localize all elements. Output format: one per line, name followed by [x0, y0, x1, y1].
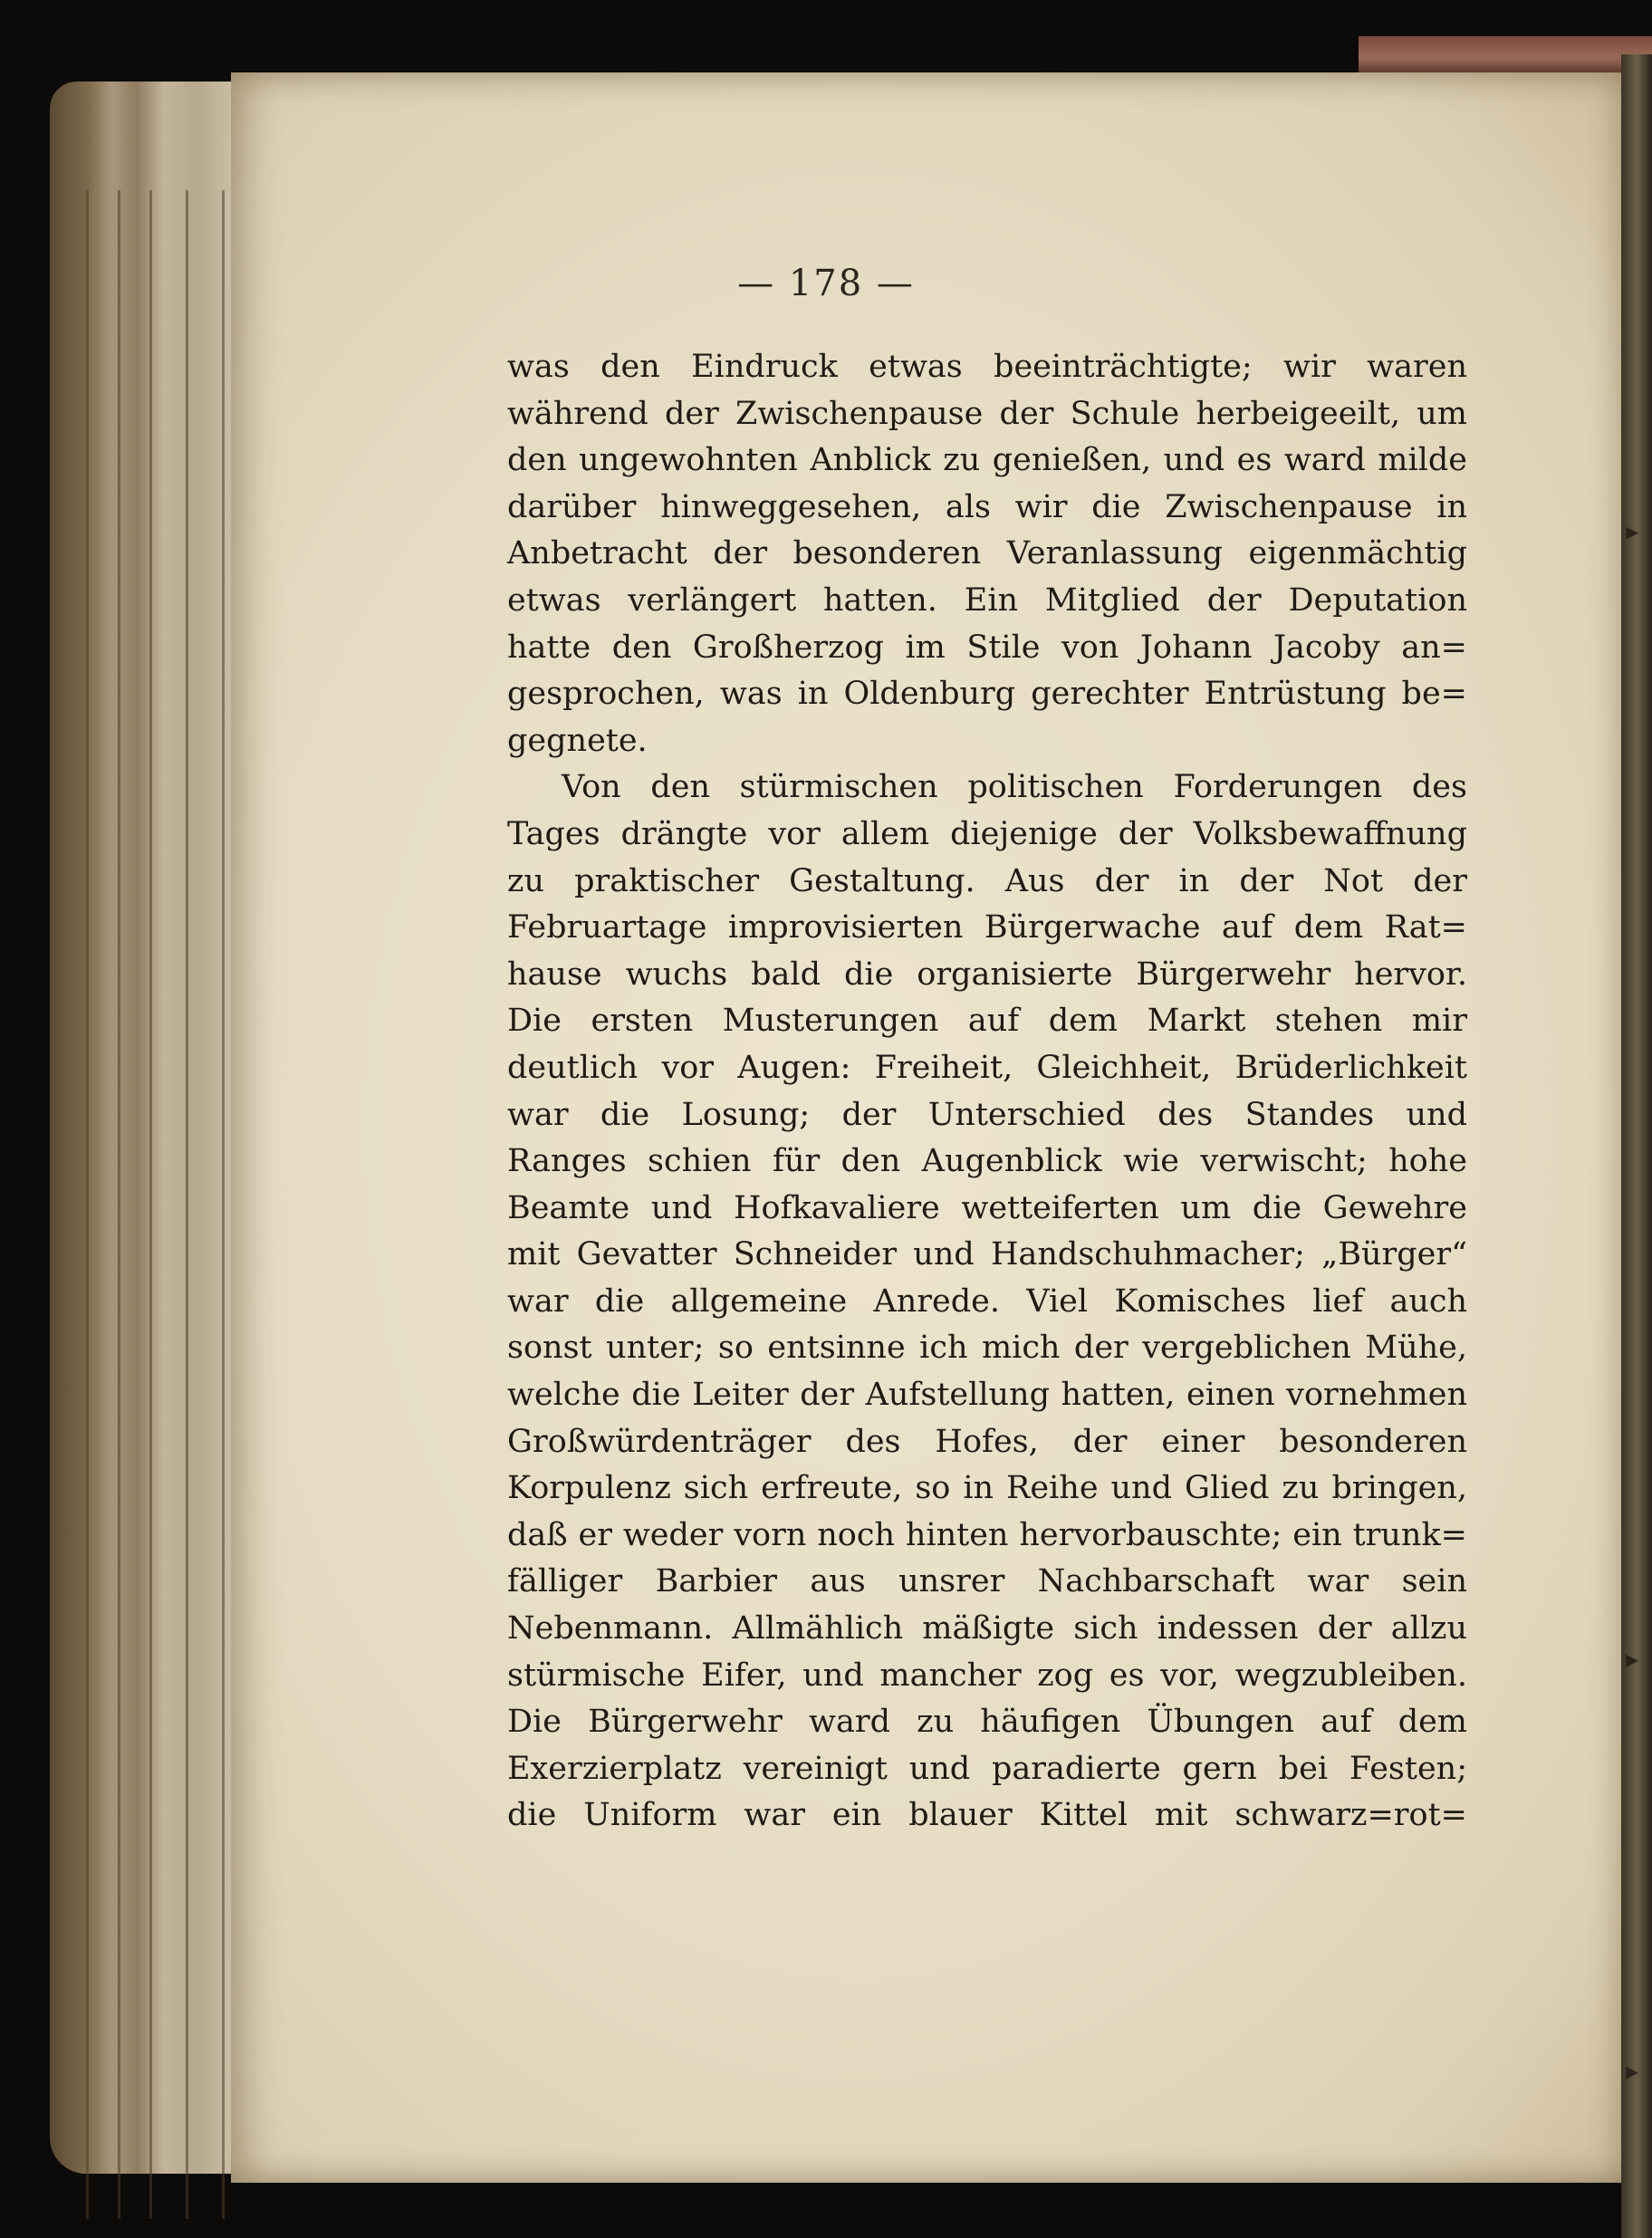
text-line: was den Eindruck etwas beeinträchtigte; wir waren	[507, 349, 1467, 385]
text-line: mit Gevatter Schneider und Handschuhmacher; „Bürger“	[507, 1236, 1467, 1273]
margin-arrow-icon: ▸	[1626, 2056, 1639, 2086]
text-line: darüber hinweggesehen, als wir die Zwischenpause in	[507, 488, 1467, 525]
text-line: war die Losung; der Unterschied des Standes und	[507, 1096, 1467, 1133]
text-line: gegnete.	[507, 722, 648, 759]
text-line: stürmische Eifer, und mancher zog es vor, wegzubleiben.	[507, 1657, 1467, 1694]
text-line: den ungewohnten Anblick zu genießen, und es ward milde	[507, 442, 1467, 479]
text-line: Tages drängte vor allem diejenige der Volksbewaffnung	[507, 815, 1467, 852]
text-line: hause wuchs bald die organisierte Bürgerwehr hervor.	[507, 956, 1467, 993]
text-line: Die Bürgerwehr ward zu häufigen Übungen auf dem	[507, 1704, 1467, 1741]
text-line: Großwürdenträger des Hofes, der einer besonderen	[507, 1423, 1467, 1460]
text-line: Anbetracht der besonderen Veranlassung eigenmächtig	[507, 535, 1467, 572]
text-line: die Uniform war ein blauer Kittel mit schwarz=rot=	[507, 1797, 1467, 1834]
margin-arrow-icon: ▸	[1626, 516, 1639, 546]
margin-arrow-icon: ▸	[1626, 1644, 1639, 1674]
text-line: etwas verlängert hatten. Ein Mitglied der Deputation	[507, 581, 1467, 619]
text-line: Korpulenz sich erfreute, so in Reihe und Glied zu bringen,	[507, 1470, 1467, 1507]
body-text	[507, 344, 1467, 1839]
book-spine	[1621, 54, 1652, 2238]
text-line: war die allgemeine Anrede. Viel Komisches lief auch	[507, 1282, 1467, 1320]
text-line: zu praktischer Gestaltung. Aus der in der Not der	[507, 862, 1467, 899]
page-edge-line	[86, 190, 89, 2219]
text-line: Ranges schien für den Augenblick wie verwischt; hohe	[507, 1143, 1467, 1180]
page-edge-line	[118, 190, 120, 2219]
text-line: während der Zwischenpause der Schule herbeigeeilt, um	[507, 395, 1467, 432]
page-edge-stack	[50, 82, 258, 2174]
text-line: Beamte und Hofkavaliere wetteiferten um die Gewehre	[507, 1189, 1467, 1226]
text-line: daß er weder vorn noch hinten hervorbauschte; ein trunk=	[507, 1516, 1467, 1553]
text-line: deutlich vor Augen: Freiheit, Gleichheit, Brüderlichkeit	[507, 1049, 1467, 1086]
page-number: — 178 —	[737, 263, 915, 304]
text-line: Exerzierplatz vereinigt und paradierte gern bei Festen;	[507, 1750, 1467, 1787]
text-line: Nebenmann. Allmählich mäßigte sich indessen der allzu	[507, 1610, 1467, 1647]
text-line: Von den stürmischen politischen Forderungen des	[562, 769, 1467, 806]
text-line: fälliger Barbier aus unsrer Nachbarschaft war sein	[507, 1563, 1467, 1600]
text-line: welche die Leiter der Aufstellung hatten, einen vornehmen	[507, 1377, 1467, 1414]
page-edge-line	[149, 190, 152, 2219]
text-line: sonst unter; so entsinne ich mich der vergeblichen Mühe,	[507, 1330, 1467, 1367]
text-line: Die ersten Musterungen auf dem Markt stehen mir	[507, 1003, 1467, 1040]
page-edge-line	[222, 190, 225, 2219]
book-cover-edge	[1359, 36, 1652, 72]
text-line: Februartage improvisierten Bürgerwache auf dem Rat=	[507, 909, 1467, 946]
text-line: hatte den Großherzog im Stile von Johann Jacoby an=	[507, 629, 1467, 666]
page-edge-line	[186, 190, 188, 2219]
text-line: gesprochen, was in Oldenburg gerechter Entrüstung be=	[507, 676, 1467, 713]
